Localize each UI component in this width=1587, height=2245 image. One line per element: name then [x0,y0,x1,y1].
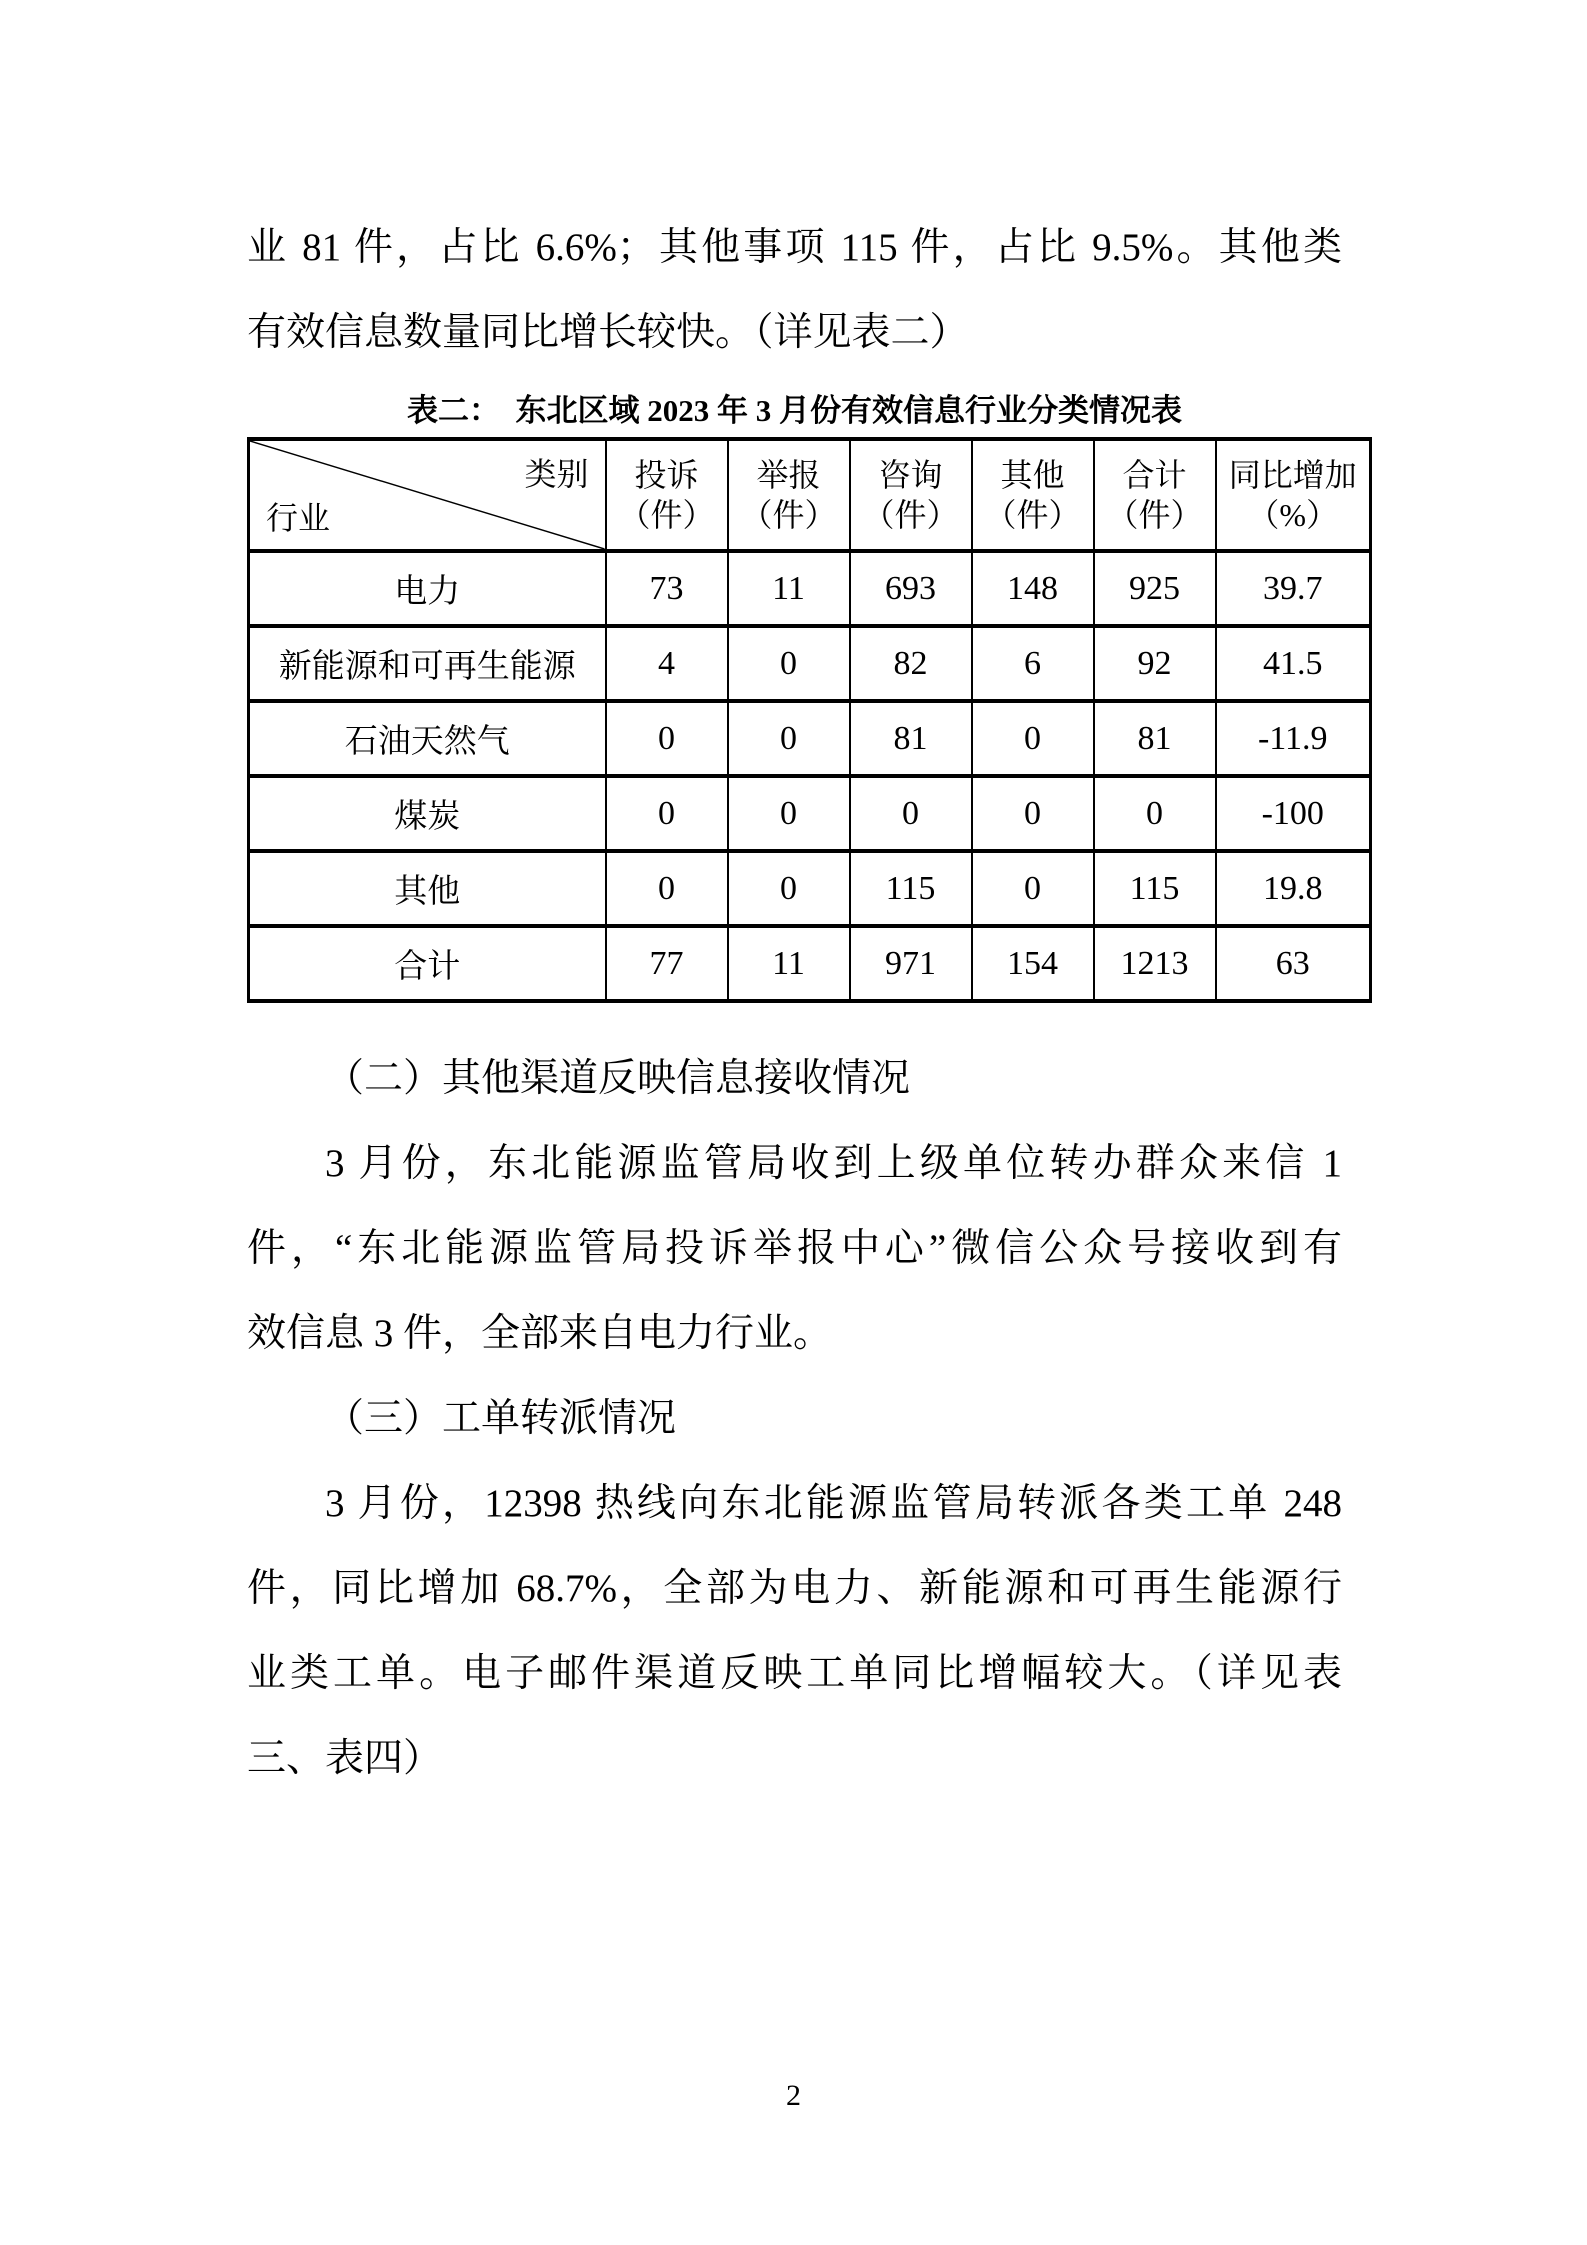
table-cell: 971 [850,926,972,1001]
table-cell: 115 [1094,851,1216,926]
column-header [606,439,728,551]
column-header-unit: （件） [984,497,1081,533]
table-cell: 11 [728,551,850,626]
table-cell: 4 [606,626,728,701]
table-cell: 0 [972,776,1094,851]
row-label: 新能源和可再生能源 [249,626,606,701]
column-header [850,439,972,551]
table-cell: 0 [606,701,728,776]
table-cell: 92 [1094,626,1216,701]
table-cell: -11.9 [1216,701,1371,776]
body-text-line: 业类工单。电子邮件渠道反映工单同比增幅较大。（详见表 [247,1652,1342,1695]
table-cell: 0 [728,776,850,851]
body-text-line: 效信息 3 件，全部来自电力行业。 [247,1312,833,1355]
corner-label-industry: 行业 [266,500,331,536]
section-heading: （二）其他渠道反映信息接收情况 [325,1057,911,1100]
column-header-unit: （件） [862,497,959,533]
table-cell: 73 [606,551,728,626]
page-number: 2 [786,2079,801,2112]
table-cell: 0 [728,626,850,701]
table-cell: 0 [606,851,728,926]
table-header-row [249,439,1371,551]
table-cell: 693 [850,551,972,626]
body-text-line: 有效信息数量同比增长较快。（详见表二） [247,311,969,354]
table-row [249,626,1371,701]
column-header-unit: （件） [618,497,715,533]
row-label: 煤炭 [249,776,606,851]
column-header-label: 其他 [1000,457,1065,493]
table-cell: 0 [1094,776,1216,851]
section-heading: （三）工单转派情况 [325,1397,677,1440]
row-label: 其他 [249,851,606,926]
body-text-line: 件，“东北能源监管局投诉举报中心”微信公众号接收到有 [247,1227,1342,1270]
document-content [247,205,1357,1801]
table-cell: 115 [850,851,972,926]
column-header-label: 举报 [756,457,821,493]
column-header-unit: （件） [1106,497,1203,533]
table-cell: 6 [972,626,1094,701]
column-header-unit: （件） [740,497,837,533]
table-cell: 41.5 [1216,626,1371,701]
table-row [249,851,1371,926]
column-header [728,439,850,551]
body-text-line: 三、表四） [247,1737,443,1780]
column-header-label: 同比增加 [1228,457,1357,493]
table-cell: 81 [1094,701,1216,776]
table-row [249,701,1371,776]
column-header [1216,439,1371,551]
table-cell: 154 [972,926,1094,1001]
diagonal-header-cell [249,439,606,551]
table-cell: 148 [972,551,1094,626]
table-cell: 82 [850,626,972,701]
body-text-line: 业 81 件，占比 6.6%；其他事项 115 件，占比 9.5%。其他类 [247,226,1342,269]
table-cell: -100 [1216,776,1371,851]
body-text-line: 件，同比增加 68.7%，全部为电力、新能源和可再生能源行 [247,1567,1342,1610]
table-total-row [249,926,1371,1001]
column-header-label: 咨询 [878,457,943,493]
industry-classification-table [247,437,1372,1003]
table-cell: 77 [606,926,728,1001]
table-row [249,551,1371,626]
table-cell: 81 [850,701,972,776]
table-cell: 19.8 [1216,851,1371,926]
table-cell: 925 [1094,551,1216,626]
table-cell: 0 [850,776,972,851]
table-cell: 0 [972,701,1094,776]
column-header [972,439,1094,551]
row-label: 合计 [249,926,606,1001]
table-cell: 63 [1216,926,1371,1001]
table-cell: 0 [606,776,728,851]
column-header-label: 合计 [1122,457,1187,493]
table-cell: 0 [728,701,850,776]
table-row [249,776,1371,851]
table-cell: 39.7 [1216,551,1371,626]
row-label: 电力 [249,551,606,626]
column-header [1094,439,1216,551]
column-header-unit: （%） [1247,497,1339,533]
table-cell: 1213 [1094,926,1216,1001]
table-cell: 0 [728,851,850,926]
column-header-label: 投诉 [634,457,699,493]
table-caption: 表二： 东北区域 2023 年 3 月份有效信息行业分类情况表 [407,393,1182,428]
table-cell: 11 [728,926,850,1001]
table-cell: 0 [972,851,1094,926]
row-label: 石油天然气 [249,701,606,776]
body-text-line: 3 月份，东北能源监管局收到上级单位转办群众来信 1 [325,1142,1342,1185]
body-text-line: 3 月份，12398 热线向东北能源监管局转派各类工单 248 [325,1482,1342,1525]
corner-label-category: 类别 [524,456,589,492]
